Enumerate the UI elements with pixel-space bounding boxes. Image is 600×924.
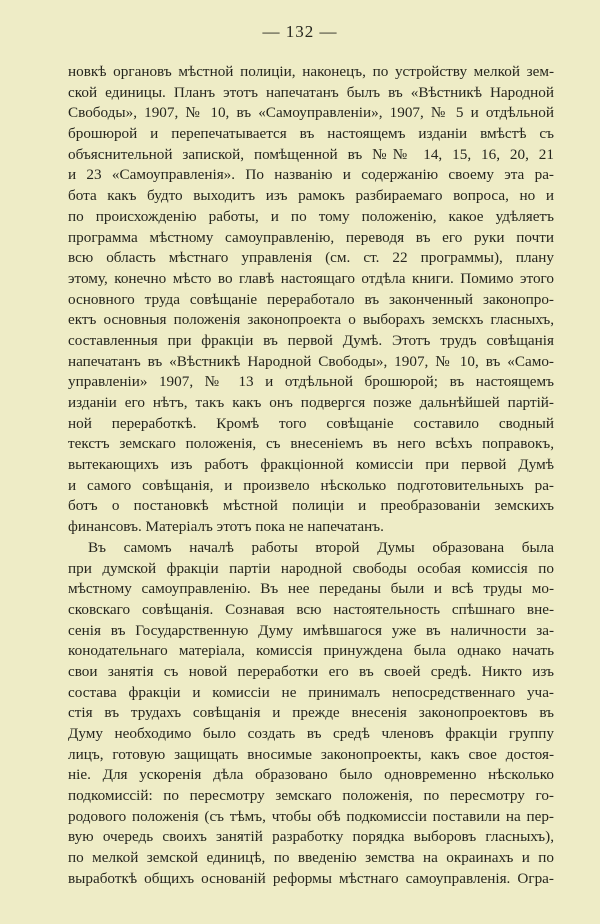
- text-line: текстъ земскаго положенія, съ внесеніемъ въ него всѣхъ поправокъ,: [68, 435, 554, 453]
- text-line: ектъ основныя положенія законопроекта о выборахъ земскхъ гласныхъ,: [68, 311, 554, 329]
- text-line: состава фракціи и комиссіи не принималъ непосредственнаго уча-: [68, 683, 554, 701]
- text-line: и 23 «Самоуправленія». По названію и содержанію своему эта ра-: [68, 166, 554, 184]
- text-line: при думской фракціи партіи народной свободы особая комиссія по: [68, 559, 554, 577]
- text-line: Свободы», 1907, № 10, въ «Самоуправленіи», 1907, № 5 и отдѣльной: [68, 104, 554, 122]
- page-number: — 132 —: [262, 22, 338, 41]
- text-line: программа мѣстному самоуправленію, переводя въ его руки почти: [68, 228, 554, 246]
- text-line: по происхожденію работы, и по тому положенію, какое удѣляетъ: [68, 207, 554, 225]
- text-line: этому, конечно мѣсто во главѣ настоящаго отдѣла книги. Помимо этого: [68, 269, 554, 287]
- text-line: изданіи его нѣтъ, такъ какъ онъ подвергся позже дальнѣйшей партій-: [68, 394, 554, 411]
- text-line: составленныя при фракціи въ первой Думѣ. Этотъ трудъ совѣщанія: [68, 331, 554, 349]
- text-line: сковскаго совѣщанія. Сознавая всю настоятельность спѣшнаго вне-: [68, 600, 554, 618]
- text-line: и самого совѣщанія, и произвело нѣсколько подготовительныхъ ра-: [68, 476, 554, 494]
- text-line: мѣстному самоуправленію. Въ нее переданы были и всѣ труды мо-: [68, 580, 554, 598]
- text-line: ной переработкѣ. Кромѣ того совѣщаніе составило сводный: [68, 414, 554, 432]
- text-line: объяснительной запиской, помѣщенной въ №№ 14, 15, 16, 20, 21: [68, 145, 554, 163]
- text-line: выработкѣ общихъ основаній реформы мѣстнаго самоуправленія. Огра-: [68, 869, 554, 887]
- text-line: ботъ о постановкѣ мѣстной полиціи и преобразованіи земскихъ: [68, 497, 554, 515]
- text-line: по мелкой земской единицѣ, по введенію земства на окраинахъ и по: [68, 849, 554, 867]
- text-line: лицъ, готовую защищать вносимые законопроекты, какъ свое достоя-: [68, 745, 554, 763]
- text-line: подкомиссій: по пересмотру земскаго положенія, по пересмотру го-: [68, 787, 554, 805]
- text-line: новкѣ органовъ мѣстной полиціи, наконецъ, по устройству мелкой зем-: [68, 63, 554, 80]
- text-line: напечатанъ въ «Вѣстникѣ Народной Свободы», 1907, № 10, въ «Само-: [68, 352, 554, 370]
- text-line: основного труда совѣщаніе переработало въ законченный законопро-: [68, 290, 554, 308]
- text-line: ской единицы. Планъ этотъ напечатанъ былъ въ «Вѣстникѣ Народной: [68, 83, 554, 101]
- text-line: вую очередь своихъ занятій разработку порядка выборовъ гласныхъ),: [68, 828, 554, 846]
- text-line: сенія въ Государственную Думу имѣвшагося уже въ наличности за-: [68, 621, 554, 639]
- text-line: Думу необходимо было создать въ средѣ членовъ фракціи группу: [68, 725, 554, 742]
- text-line: Въ самомъ началѣ работы второй Думы образована была: [88, 538, 554, 556]
- text-line: финансовъ. Матеріалъ этотъ пока не напечатанъ.: [68, 518, 384, 536]
- text-line: всю область мѣстнаго управленія (см. ст. 22 программы), плану: [68, 249, 554, 267]
- text-line: брошюрой и перепечатывается въ настоящемъ изданіи вмѣстѣ съ: [68, 125, 554, 143]
- text-line: конодательнаго матеріала, комиссія принуждена была однако начать: [68, 642, 554, 660]
- text-line: управленіи» 1907, № 13 и отдѣльной брошюрой; въ настоящемъ: [68, 373, 554, 391]
- text-line: бота какъ будто выходитъ изъ рамокъ разбираемаго вопроса, но и: [68, 187, 554, 205]
- text-line: родового положенія (съ тѣмъ, чтобы обѣ подкомиссіи поставили на пер-: [68, 807, 554, 825]
- text-line: вытекающихъ изъ работъ фракціонной комиссіи при первой Думѣ: [68, 456, 554, 474]
- body-text: [68, 62, 554, 890]
- text-line: ніе. Для ускоренія дѣла образовано было одновременно нѣсколько: [68, 766, 554, 784]
- text-line: стія въ трудахъ совѣщанія и прежде внесенія законопроектовъ въ: [68, 704, 554, 722]
- text-line: свои занятія съ новой переработки его въ своей средѣ. Никто изъ: [68, 662, 554, 680]
